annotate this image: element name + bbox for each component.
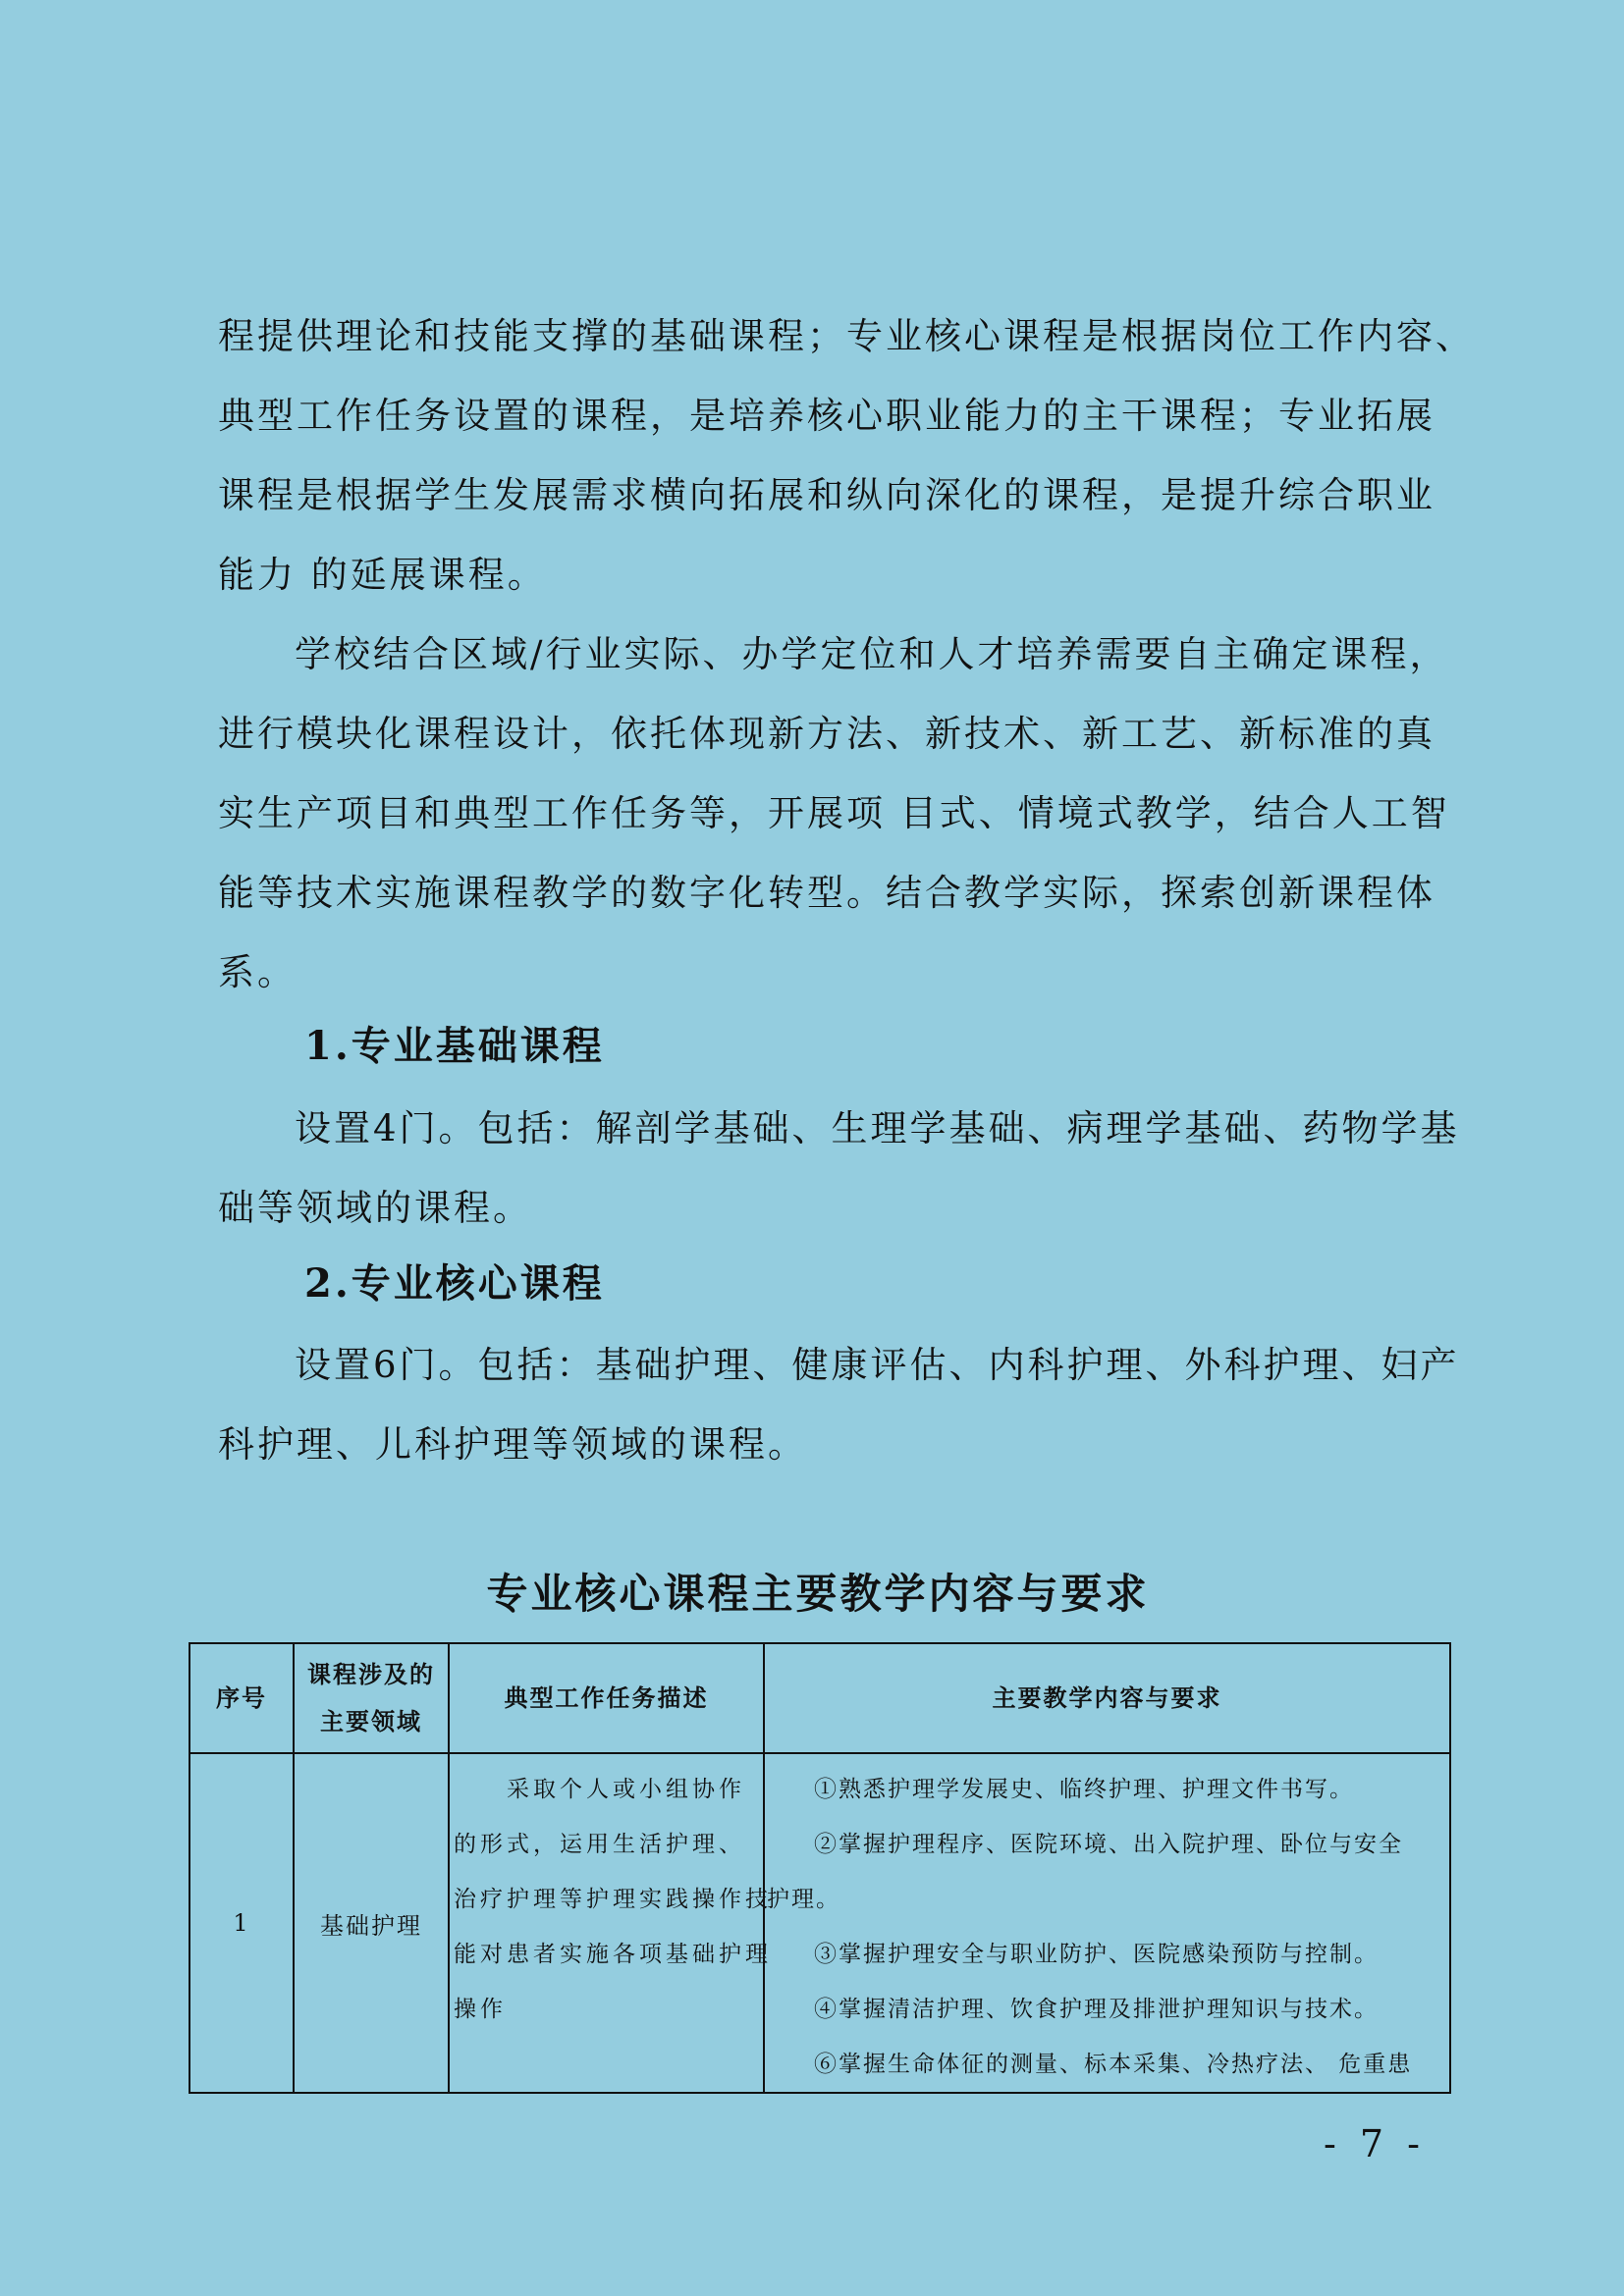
- header-no: 序号: [189, 1643, 294, 1753]
- header-area-line-1: 课程涉及的: [307, 1660, 435, 1688]
- row-1-no: 1: [189, 1753, 294, 2093]
- header-area: [294, 1643, 449, 1753]
- content-line: 护理。: [767, 1887, 840, 1912]
- table-header-row: [189, 1643, 1450, 1753]
- section-2-heading: 2.专业核心课程: [304, 1260, 605, 1307]
- task-line: 治疗护理等护理实践操作技: [454, 1887, 772, 1912]
- section-1-heading: 1.专业基础课程: [304, 1023, 605, 1069]
- content-line: ①熟悉护理学发展史、临终护理、护理文件书写。: [814, 1777, 1354, 1802]
- task-line: 的形式，运用生活护理、: [454, 1832, 745, 1857]
- page-number: - 7 -: [1324, 2122, 1427, 2165]
- content-line: ②掌握护理程序、医院环境、出入院护理、卧位与安全: [814, 1832, 1403, 1857]
- row-1-content: [764, 1753, 1450, 2093]
- core-course-table: [189, 1642, 1451, 2094]
- row-1-area: 基础护理: [294, 1753, 449, 2093]
- section-2-line-2: 科护理、儿科护理等领域的课程。: [218, 1423, 807, 1466]
- task-line: 采取个人或小组协作: [507, 1777, 745, 1802]
- table-title: 专业核心课程主要教学内容与要求: [486, 1570, 1150, 1618]
- paragraph-2-line-1: 学校结合区域/行业实际、办学定位和人才培养需要自主确定课程，: [295, 633, 1449, 675]
- content-line: ⑥掌握生命体征的测量、标本采集、冷热疗法、 危重患: [814, 2052, 1413, 2077]
- paragraph-1-line-1: 程提供理论和技能支撑的基础课程；专业核心课程是根据岗位工作内容、: [218, 315, 1475, 357]
- paragraph-1-line-2: 典型工作任务设置的课程，是培养核心职业能力的主干课程；专业拓展: [218, 395, 1435, 437]
- paragraph-1-line-4: 能力 的延展课程。: [218, 554, 547, 596]
- content-line: ④掌握清洁护理、饮食护理及排泄护理知识与技术。: [814, 1997, 1379, 2022]
- section-1-line-1: 设置4门。包括：解剖学基础、生理学基础、病理学基础、药物学基: [295, 1107, 1460, 1149]
- paragraph-2-line-3: 实生产项目和典型工作任务等，开展项 目式、情境式教学，结合人工智: [218, 792, 1450, 834]
- paragraph-2-line-4: 能等技术实施课程教学的数字化转型。结合教学实际，探索创新课程体: [218, 872, 1435, 914]
- header-content: 主要教学内容与要求: [764, 1643, 1450, 1753]
- section-2-line-1: 设置6门。包括：基础护理、健康评估、内科护理、外科护理、妇产: [295, 1344, 1460, 1386]
- table-row: [189, 1753, 1450, 2093]
- section-1-line-2: 础等领域的课程。: [218, 1187, 532, 1229]
- paragraph-2-line-2: 进行模块化课程设计，依托体现新方法、新技术、新工艺、新标准的真: [218, 713, 1435, 755]
- row-1-task: [449, 1753, 772, 2093]
- paragraph-1-line-3: 课程是根据学生发展需求横向拓展和纵向深化的课程，是提升综合职业: [218, 474, 1435, 516]
- task-line: 操作: [454, 1997, 507, 2022]
- paragraph-2-line-5: 系。: [218, 951, 297, 993]
- content-line: ③掌握护理安全与职业防护、医院感染预防与控制。: [814, 1942, 1379, 1967]
- task-line: 能对患者实施各项基础护理: [454, 1942, 772, 1967]
- header-task: 典型工作任务描述: [449, 1643, 764, 1753]
- header-area-line-2: 主要领域: [320, 1707, 422, 1735]
